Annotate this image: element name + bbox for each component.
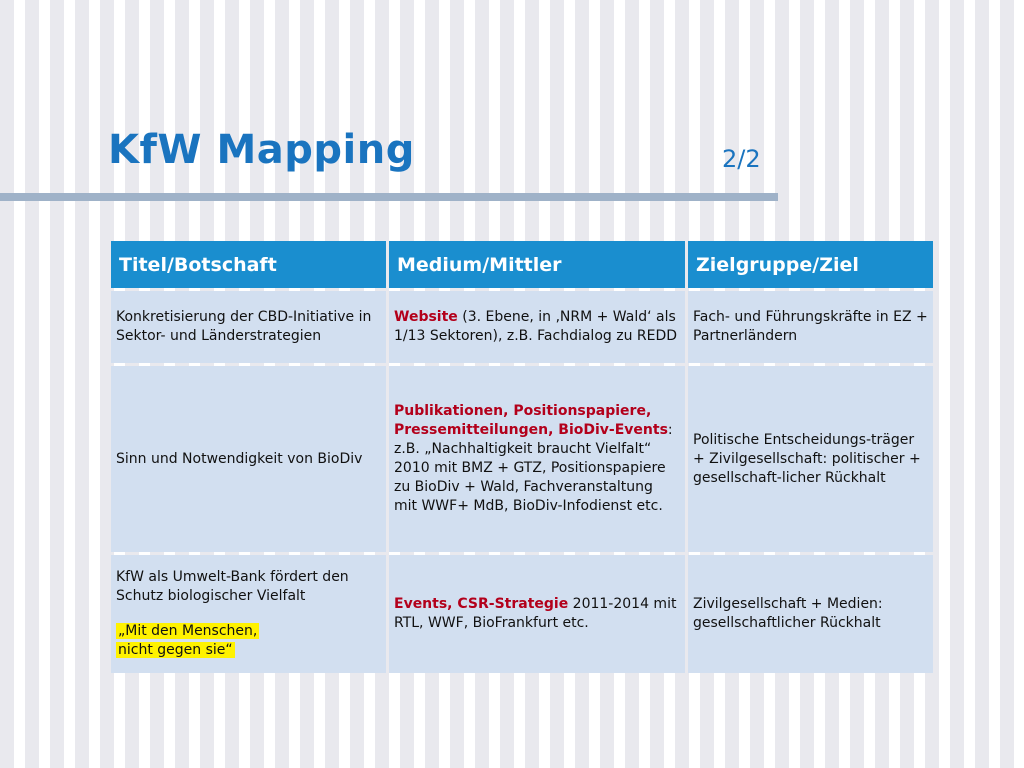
cell-zielgruppe	[688, 366, 933, 552]
cell-medium	[389, 366, 685, 552]
medium-text: (3. Ebene, in ‚NRM + Wald‘ als 1/13 Sektoren), z.B. Fachdialog zu REDD	[394, 309, 678, 344]
medium-highlight: Events, CSR-Strategie	[394, 596, 569, 612]
table-header-row	[111, 241, 933, 288]
table-row	[111, 555, 933, 673]
cell-medium	[389, 291, 685, 363]
column-header-titel: Titel/Botschaft	[111, 241, 386, 288]
medium-text: : z.B. „Nachhaltigkeit braucht Vielfalt“ 2010 mit BMZ + GTZ, Positionspapiere zu BioDiv + Wald, Fachveranstaltung mit WWF+ MdB, BioDiv-Infodienst etc.	[394, 422, 673, 514]
column-header-medium: Medium/Mittler	[389, 241, 685, 288]
slide-title: KfW Mapping	[108, 127, 415, 173]
cell-zielgruppe	[688, 291, 933, 363]
slogan-line-1: „Mit den Menschen,	[118, 623, 258, 639]
table-row	[111, 291, 933, 363]
cell-text: Konkretisierung der CBD-Initiative in Sektor- und Länderstrategien	[116, 309, 372, 344]
cell-text: Fach- und Führungskräfte in EZ + Partnerländern	[693, 309, 928, 344]
column-header-zielgruppe: Zielgruppe/Ziel	[688, 241, 933, 288]
cell-medium	[389, 555, 685, 673]
cell-titel	[111, 366, 386, 552]
cell-text: KfW als Umwelt-Bank fördert den Schutz biologischer Vielfalt	[116, 569, 349, 604]
cell-text: Sinn und Notwendigkeit von BioDiv	[116, 450, 363, 467]
slogan-line-2: nicht gegen sie“	[118, 642, 233, 658]
medium-highlight: Publikationen, Positionspapiere, Pressemitteilungen, BioDiv-Events	[394, 403, 668, 438]
cell-text: Politische Entscheidungs-träger + Zivilgesellschaft: politischer + gesellschaft-licher Rückhalt	[693, 431, 921, 486]
page-number: 2/2	[722, 145, 761, 173]
mapping-table	[108, 238, 936, 676]
title-divider	[0, 193, 778, 201]
cell-titel	[111, 555, 386, 673]
cell-text: Zivilgesellschaft + Medien: gesellschaftlicher Rückhalt	[693, 596, 883, 631]
title-block	[0, 115, 1024, 195]
slogan-quote	[116, 622, 381, 660]
medium-highlight: Website	[394, 309, 458, 325]
cell-titel	[111, 291, 386, 363]
table-row	[111, 366, 933, 552]
cell-zielgruppe	[688, 555, 933, 673]
medium-text: 2011-2014 mit RTL, WWF, BioFrankfurt etc.	[394, 596, 677, 631]
